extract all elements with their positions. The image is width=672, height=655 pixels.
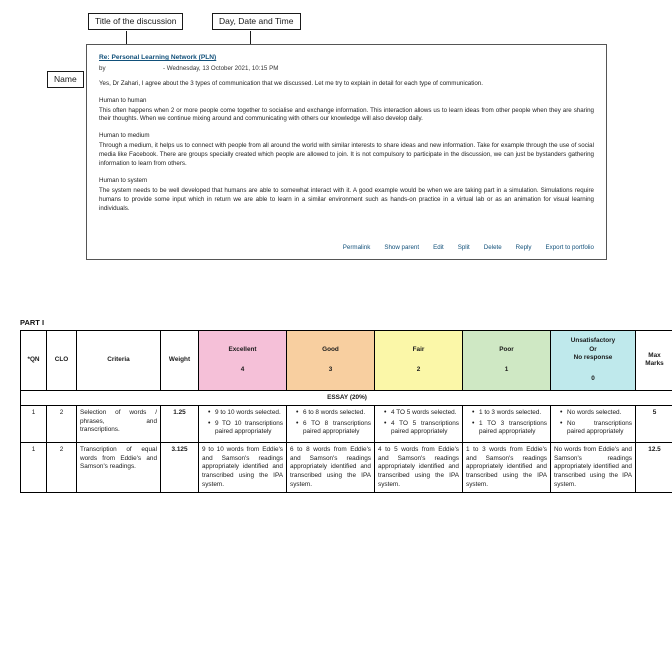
table-row: [21, 406, 672, 443]
band-label-unsat-2: Or: [589, 345, 597, 353]
show-parent-link[interactable]: Show parent: [384, 244, 420, 252]
rubric-section-row: [21, 390, 672, 406]
row1-max: 5: [636, 406, 672, 443]
export-to-portfolio-link[interactable]: Export to portfolio: [545, 244, 594, 252]
band-label-excellent: Excellent: [228, 345, 257, 353]
post-section-body-3: The system needs to be well developed that humans are able to somewhat interact with it. A good example would be when we are taking part in a simulation. Simulations require humans to provide some input which in return we are able to learn in a similar environment such as hands-on practice in a virtual lab or as an animation for visual learning individuals.: [99, 187, 594, 213]
post-byline: [99, 65, 594, 74]
band-score-unsat: 0: [591, 374, 595, 382]
row1-clo: 2: [47, 406, 77, 443]
row1-fair-item-2: • 4 TO 5 transcriptions paired appropriately: [385, 420, 459, 437]
band-label-unsat-3: No response: [573, 354, 613, 362]
header-band-poor: [463, 331, 551, 391]
delete-link[interactable]: Delete: [483, 244, 502, 252]
byline-datetime: - Wednesday, 13 October 2021, 10:15 PM: [163, 64, 279, 72]
row1-poor-item-2: • 1 TO 3 transcriptions paired appropriately: [473, 420, 547, 437]
row2-clo: 2: [47, 443, 77, 493]
row2-excellent: 9 to 10 words from Eddie's and Samson's readings appropriately identified and transcribed using the IPA system.: [199, 443, 287, 493]
row1-fair: [375, 406, 463, 443]
reply-link[interactable]: Reply: [515, 244, 532, 252]
row2-good: 6 to 8 words from Eddie's and Samson's readings appropriately identified and transcribed using the IPA system.: [287, 443, 375, 493]
band-score-good: 3: [328, 366, 333, 374]
header-max-marks: Max Marks: [636, 331, 672, 391]
rubric-table: [20, 330, 672, 493]
table-row: [21, 443, 672, 493]
callout-title-of-discussion: Title of the discussion: [88, 13, 183, 30]
post-section-heading-3: Human to system: [99, 177, 148, 185]
row1-criteria: Selection of words / phrases, and transcriptions.: [77, 406, 161, 443]
row1-unsat-item-2: • No transcriptions paired appropriately: [561, 420, 632, 437]
header-criteria: Criteria: [77, 331, 161, 391]
row2-qn: 1: [21, 443, 47, 493]
row1-qn: 1: [21, 406, 47, 443]
discussion-post: [86, 44, 607, 260]
callout-name: Name: [47, 71, 84, 88]
row2-max: 12.5: [636, 443, 672, 493]
band-score-fair: 2: [416, 366, 421, 374]
header-band-good: [287, 331, 375, 391]
post-action-bar: [99, 244, 594, 253]
part-label: PART I: [20, 318, 45, 327]
header-band-excellent: [199, 331, 287, 391]
band-score-poor: 1: [504, 366, 509, 374]
row1-good-item-1: • 6 to 8 words selected.: [297, 409, 371, 418]
post-title: Re: Personal Learning Network (PLN): [99, 54, 217, 61]
post-section-heading-1: Human to human: [99, 96, 147, 104]
permalink-link[interactable]: Permalink: [342, 244, 371, 252]
row1-good: [287, 406, 375, 443]
row1-excellent-item-1: • 9 to 10 words selected.: [209, 409, 283, 418]
row1-poor-item-1: • 1 to 3 words selected.: [473, 409, 547, 418]
band-label-good: Good: [322, 345, 339, 353]
edit-link[interactable]: Edit: [433, 244, 444, 252]
band-score-excellent: 4: [240, 366, 245, 374]
header-clo: CLO: [47, 331, 77, 391]
callout-day-date-time: Day, Date and Time: [212, 13, 301, 30]
row1-poor: [463, 406, 551, 443]
row1-unsat: [551, 406, 636, 443]
row1-unsat-item-1: • No words selected.: [561, 409, 632, 418]
header-band-fair: [375, 331, 463, 391]
post-intro: Yes, Dr Zahari, I agree about the 3 types of communication that we discussed. Let me try to explain in detail for each type of communication.: [99, 79, 483, 87]
byline-prefix: by: [99, 64, 106, 72]
rubric-header-row: [21, 331, 672, 391]
row1-excellent: [199, 406, 287, 443]
row2-fair: 4 to 5 words from Eddie's and Samson's readings appropriately identified and transcribed using the IPA system.: [375, 443, 463, 493]
row2-unsat: No words from Eddie's and Samson's readings appropriately identified and transcribed using the IPA system.: [551, 443, 636, 493]
author-name-redacted: [107, 65, 161, 71]
row2-poor: 1 to 3 words from Eddie's and Samson's readings appropriately identified and transcribed using the IPA system.: [463, 443, 551, 493]
band-label-fair: Fair: [412, 345, 425, 353]
header-weight: Weight: [161, 331, 199, 391]
row1-weight: 1.25: [161, 406, 199, 443]
section-essay-label: ESSAY (20%): [21, 390, 672, 406]
header-band-unsatisfactory: [551, 331, 636, 391]
post-section-heading-2: Human to medium: [99, 132, 150, 140]
header-qn: *QN: [21, 331, 47, 391]
row1-fair-item-1: • 4 TO 5 words selected.: [385, 409, 459, 418]
row1-good-item-2: • 6 TO 8 transcriptions paired appropriately: [297, 420, 371, 437]
split-link[interactable]: Split: [457, 244, 470, 252]
band-label-poor: Poor: [499, 345, 514, 353]
post-section-body-1: This often happens when 2 or more people come together to socialise and exchange information. This interaction allows us to learn ideas from other people when they are sharing their thoughts. When we continue mixing around and communicating with others our knowledge will also develop daily.: [99, 106, 594, 123]
row2-weight: 3.125: [161, 443, 199, 493]
band-label-unsat-1: Unsatisfactory: [570, 337, 616, 344]
row1-excellent-item-2: • 9 TO 10 transcriptions paired appropriately: [209, 420, 283, 437]
row2-criteria: Transcription of equal words from Eddie's and Samson's readings.: [77, 443, 161, 493]
post-section-body-2: Through a medium, it helps us to connect with people from all around the world with similar interests to share ideas and new information. Take for example through the use of social media like Facebook. There are groups specially created which people are allowed to join. It is not compulsory to participate in the discussion, we can just be bystanders gathering information to learn from others.: [99, 142, 594, 168]
